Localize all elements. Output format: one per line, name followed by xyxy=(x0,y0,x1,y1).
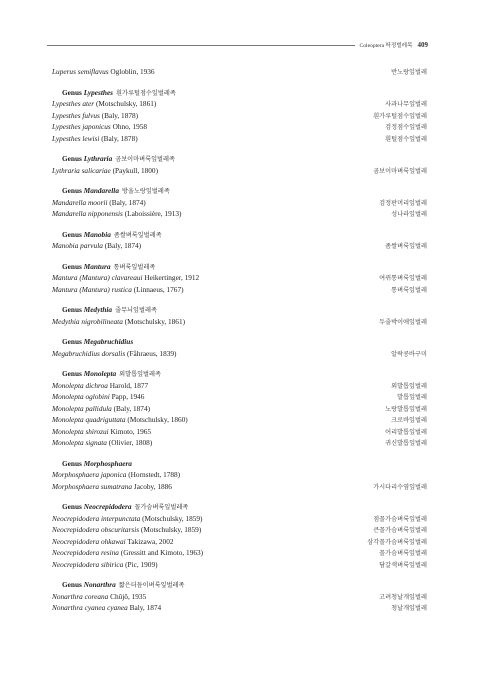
species-citation xyxy=(52,469,180,481)
species-entry xyxy=(52,437,427,449)
species-name: Lypesthes ater xyxy=(52,99,95,108)
species-entry xyxy=(52,481,427,493)
species-citation xyxy=(52,165,158,177)
page-number: 409 xyxy=(417,41,428,49)
species-author: (Paykull, 1800) xyxy=(112,165,159,175)
genus-label: Genus xyxy=(62,261,82,271)
korean-common-name: 고려청날개잎벌레 xyxy=(379,593,427,601)
species-name: Morphosphaera japonica xyxy=(52,470,127,479)
species-author: (Baly, 1878) xyxy=(101,133,138,143)
species-citation xyxy=(52,547,203,559)
genus-name: Manobia xyxy=(83,229,111,239)
genus-label: Genus xyxy=(62,305,82,314)
genus-korean-name: 곰보이마벼룩잎벌레족 xyxy=(115,156,175,163)
running-header xyxy=(47,39,428,51)
species-entry xyxy=(52,165,427,177)
species-entry xyxy=(52,602,427,614)
korean-common-name: 곰보이마벼룩잎벌레 xyxy=(373,167,427,175)
species-citation xyxy=(52,208,181,220)
species-entry xyxy=(52,316,427,328)
korean-common-name: 점꼴가슴벼룩잎벌레 xyxy=(373,515,427,523)
species-name: Monolepta signata xyxy=(52,438,107,447)
species-author: Baly, 1874 xyxy=(129,603,162,612)
species-author: (Laboissière, 1913) xyxy=(124,209,182,218)
species-entry xyxy=(52,110,427,122)
genus-korean-name: 통벼룩잎벌레족 xyxy=(113,263,156,271)
species-entry xyxy=(52,133,427,145)
species-name: Nonarthra coreana xyxy=(52,591,109,601)
genus-heading xyxy=(52,458,427,470)
genus-heading xyxy=(52,153,427,165)
korean-common-name: 크로바잎벌레 xyxy=(391,417,427,424)
species-name: Neocrepidodera resina xyxy=(52,548,119,557)
genus-heading xyxy=(52,229,427,241)
species-name: Monolepta shirozui xyxy=(52,426,109,436)
species-name: Lythraria salicariae xyxy=(52,165,111,175)
genus-heading xyxy=(52,304,427,316)
genus-heading xyxy=(52,368,427,380)
species-citation xyxy=(52,524,201,536)
korean-common-name: 흰털점수잎벌레 xyxy=(385,135,427,143)
korean-common-name: 노랑발톱잎벌레 xyxy=(385,405,427,413)
species-author: Jacoby, 1886 xyxy=(133,481,172,491)
genus-name: Morphosphaera xyxy=(83,458,132,468)
species-name: Monolepta oglobini xyxy=(52,392,110,401)
korean-common-name: 여뀌통벼룩잎벌레 xyxy=(379,275,427,282)
species-author: Takizawa, 2002 xyxy=(127,536,174,546)
korean-common-name: 외발톱잎벌레 xyxy=(391,382,427,390)
korean-common-name: 흰가루털점수잎벌레 xyxy=(373,112,427,120)
species-name: Mandarella nipponensis xyxy=(52,209,123,218)
korean-common-name: 검정점수잎벌레 xyxy=(385,124,427,131)
korean-common-name: 청날개잎벌레 xyxy=(391,605,427,612)
species-entry xyxy=(52,98,427,110)
species-author: (Pic, 1909) xyxy=(125,559,158,569)
species-citation xyxy=(52,403,150,415)
species-author: (Linnaeus, 1767) xyxy=(133,284,184,294)
species-citation xyxy=(52,391,144,403)
species-name: Mantura (Mantura) rustica xyxy=(52,284,132,294)
species-entry xyxy=(52,391,427,403)
genus-name: Mantura xyxy=(83,261,111,271)
species-entry xyxy=(52,403,427,415)
genus-name: Megabruchidius xyxy=(83,337,134,346)
species-citation xyxy=(52,284,184,296)
species-citation xyxy=(52,380,148,392)
species-name: Mandarella moorii xyxy=(52,197,108,207)
species-citation xyxy=(52,121,147,133)
species-author: Kimoto, 1965 xyxy=(110,426,152,436)
species-checklist xyxy=(52,66,427,614)
species-entry xyxy=(52,426,427,438)
genus-label: Genus xyxy=(62,186,82,195)
korean-common-name: 담갈색벼룩잎벌레 xyxy=(379,561,427,569)
species-name: Luperus semiflavus xyxy=(52,67,109,76)
genus-korean-name: 외발톱잎벌레족 xyxy=(119,371,161,378)
species-citation xyxy=(52,110,138,122)
species-author: Ogloblin, 1936 xyxy=(110,67,155,76)
species-citation xyxy=(52,348,176,360)
species-name: Manobia parvula xyxy=(52,241,103,250)
species-citation xyxy=(52,481,172,493)
species-name: Megabruchidius dorsalis xyxy=(52,348,126,358)
genus-korean-name: 방울노랑잎벌레족 xyxy=(121,188,170,195)
species-citation xyxy=(52,316,185,328)
genus-korean-name: 흰가루털점수잎벌레족 xyxy=(116,89,176,97)
header-rule xyxy=(47,45,355,46)
species-citation xyxy=(52,559,158,571)
species-entry xyxy=(52,414,427,426)
species-entry xyxy=(52,513,427,525)
genus-korean-name: 짧은더듬이벼룩잎벌레족 xyxy=(118,582,185,589)
species-author: (Baly, 1874) xyxy=(109,197,146,207)
species-author: (Motschulsky, 1859) xyxy=(140,525,202,534)
species-name: Morphosphaera sumatrana xyxy=(52,481,133,491)
genus-korean-name: 줄무늬잎벌레족 xyxy=(115,307,157,314)
species-author: (Motschulsky, 1861) xyxy=(124,316,186,326)
species-entry xyxy=(52,208,427,220)
species-name: Lypesthes fulvus xyxy=(52,110,100,120)
genus-name: Nonarthra xyxy=(83,580,116,589)
species-name: Lypesthes japonicus xyxy=(52,122,111,131)
korean-common-name: 알락콩바구미 xyxy=(391,350,427,358)
species-name: Neocrepidodera interpunctata xyxy=(52,513,141,523)
species-citation xyxy=(52,98,156,110)
species-citation xyxy=(52,426,151,438)
species-citation xyxy=(52,240,141,252)
species-author: Papp, 1946 xyxy=(111,392,145,401)
species-citation xyxy=(52,66,155,78)
species-name: Monolepta quadriguttata xyxy=(52,415,126,424)
genus-heading xyxy=(52,579,427,591)
species-author: Chûjô, 1935 xyxy=(110,591,147,601)
species-name: Lypesthes lewisi xyxy=(52,133,100,143)
korean-common-name: 어리발톱잎벌레 xyxy=(385,428,427,436)
korean-common-name: 귀신발톱잎벌레 xyxy=(385,440,427,447)
genus-heading xyxy=(52,87,427,99)
species-citation xyxy=(52,133,138,145)
species-name: Neocrepidodera sibirica xyxy=(52,559,124,569)
header-title: Coleoptera 딱정벌레목 xyxy=(359,43,413,49)
genus-heading xyxy=(52,185,427,197)
species-author: (Baly, 1874) xyxy=(113,403,151,413)
species-name: Medythia nigrobilineata xyxy=(52,316,123,326)
species-entry xyxy=(52,524,427,536)
genus-name: Medythia xyxy=(83,305,113,314)
species-citation xyxy=(52,536,174,548)
species-name: Neocrepidodera obscuritarsis xyxy=(52,525,140,534)
species-name: Neocrepidodera ohkawai xyxy=(52,536,126,546)
species-entry xyxy=(52,197,427,209)
genus-label: Genus xyxy=(62,580,82,589)
genus-label: Genus xyxy=(62,87,82,97)
species-author: Harold, 1877 xyxy=(109,380,149,390)
species-entry xyxy=(52,536,427,548)
genus-name: Lypesthes xyxy=(83,87,114,97)
species-citation xyxy=(52,513,202,525)
species-entry xyxy=(52,469,427,481)
species-entry xyxy=(52,559,427,571)
species-name: Monolepta dichroa xyxy=(52,380,108,390)
genus-heading xyxy=(52,501,427,513)
species-author: (Baly, 1874) xyxy=(104,241,142,250)
genus-korean-name: 꼴가슴벼룩잎벌레족 xyxy=(134,504,189,511)
species-author: (Baly, 1878) xyxy=(101,110,139,120)
genus-label: Genus xyxy=(62,229,82,239)
genus-label: Genus xyxy=(62,502,82,511)
species-citation xyxy=(52,197,146,209)
species-author: (Hornstedt, 1788) xyxy=(128,470,181,479)
species-author: (Fåhraeus, 1839) xyxy=(127,348,177,358)
species-author: (Motschulsky, 1860) xyxy=(127,415,188,424)
korean-common-name: 발톱잎벌레 xyxy=(397,394,427,401)
species-entry xyxy=(52,240,427,252)
genus-heading xyxy=(52,261,427,273)
species-author: Heikertinger, 1912 xyxy=(144,273,200,282)
species-citation xyxy=(52,437,152,449)
korean-common-name: 검정판머리잎벌레 xyxy=(379,199,427,207)
species-entry xyxy=(52,591,427,603)
genus-name: Neocrepidodera xyxy=(83,502,132,511)
korean-common-name: 통벼룩잎벌레 xyxy=(391,286,427,294)
korean-common-name: 큰꼴가슴벼룩잎벌레 xyxy=(373,527,427,534)
species-entry xyxy=(52,284,427,296)
species-entry xyxy=(52,121,427,133)
korean-common-name: 삼각꼴가슴벼룩잎벌레 xyxy=(367,538,427,546)
species-citation xyxy=(52,591,146,603)
species-entry xyxy=(52,547,427,559)
species-author: (Motschulsky, 1861) xyxy=(95,99,157,108)
genus-name: Monolepta xyxy=(83,369,117,378)
genus-label: Genus xyxy=(62,337,82,346)
korean-common-name: 두줄박이애잎벌레 xyxy=(379,318,427,326)
species-author: (Gressitt and Kimoto, 1963) xyxy=(120,548,204,557)
species-entry xyxy=(52,348,427,360)
species-author: (Motschulsky, 1859) xyxy=(142,513,203,523)
species-author: (Olivier, 1808) xyxy=(108,438,153,447)
species-citation xyxy=(52,414,188,426)
genus-label: Genus xyxy=(62,154,82,163)
korean-common-name: 성나라잎벌레 xyxy=(391,211,427,218)
species-author: Ohno, 1958 xyxy=(112,122,148,131)
species-name: Mantura (Mantura) clavareaui xyxy=(52,273,143,282)
genus-label: Genus xyxy=(62,369,82,378)
genus-name: Lythraria xyxy=(83,154,113,163)
species-entry xyxy=(52,66,427,78)
genus-heading xyxy=(52,336,427,348)
species-name: Nonarthra cyanea cyanea xyxy=(52,603,128,612)
korean-common-name: 가시다리수염잎벌레 xyxy=(373,483,427,491)
genus-label: Genus xyxy=(62,458,82,468)
korean-common-name: 꼴가슴벼룩잎벌레 xyxy=(379,550,427,557)
species-entry xyxy=(52,380,427,392)
species-citation xyxy=(52,602,161,614)
korean-common-name: 좀쌀벼룩잎벌레 xyxy=(385,243,427,250)
korean-common-name: 사과나무잎벌레 xyxy=(385,101,427,108)
species-citation xyxy=(52,272,199,284)
species-entry xyxy=(52,272,427,284)
genus-name: Mandarella xyxy=(83,186,119,195)
genus-korean-name: 좀쌀벼룩잎벌레족 xyxy=(113,231,162,239)
korean-common-name: 반노랑잎벌레 xyxy=(391,69,427,76)
species-name: Monolepta pallidula xyxy=(52,403,112,413)
